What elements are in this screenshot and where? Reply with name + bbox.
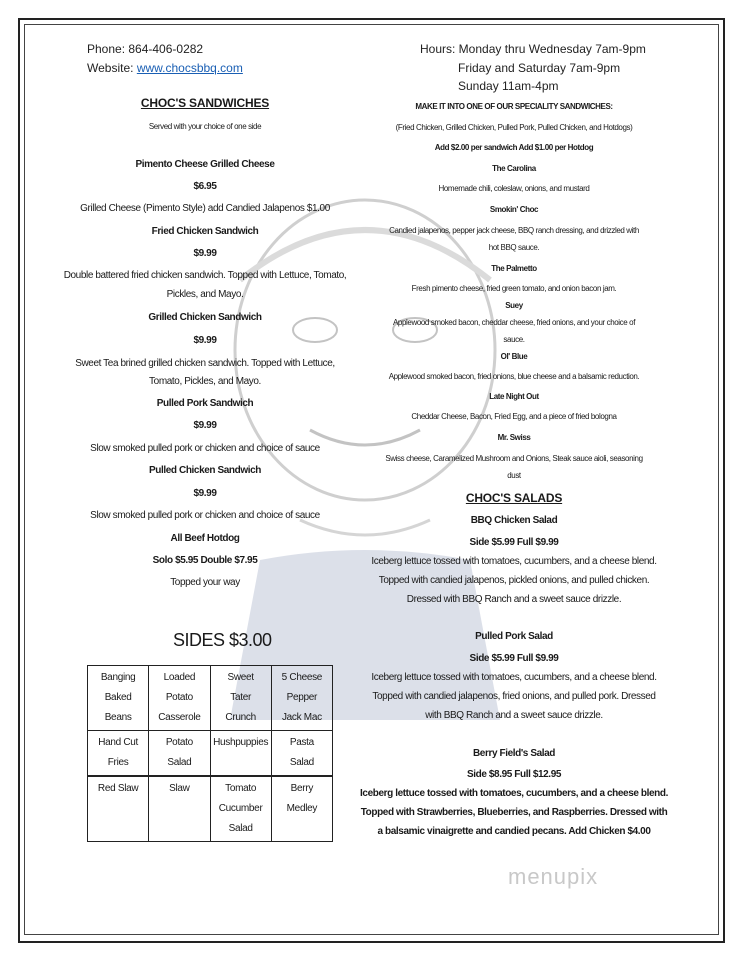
item-price: $9.99 (193, 335, 217, 346)
sandwiches-heading: CHOC'S SANDWICHES (140, 96, 270, 110)
item-desc: Topped with candied jalapenos, fried onions, and pulled pork. Dressed (372, 691, 656, 702)
item-name: Ol' Blue (500, 352, 528, 361)
item-desc: Swiss cheese, Caramelized Mushroom and Onions, Steak sauce aioli, seasoning (385, 454, 643, 463)
hours-line-3: Sunday 11am-4pm (458, 79, 559, 93)
item-name: Mr. Swiss (497, 433, 531, 442)
side-cell: Hand Cut Fries (88, 731, 149, 777)
table-row (88, 776, 333, 842)
item-desc: with BBQ Ranch and a sweet sauce drizzle. (425, 710, 603, 721)
item-name: Berry Field's Salad (472, 748, 556, 759)
item-desc: Fresh pimento cheese, fried green tomato, and onion bacon jam. (411, 284, 617, 293)
item-desc: Candied jalapenos, pepper jack cheese, BBQ ranch dressing, and drizzled with (389, 226, 639, 235)
website-link[interactable]: www.chocsbbq.com (136, 61, 243, 75)
item-desc: Slow smoked pulled pork or chicken and choice of sauce (90, 510, 320, 521)
item-desc: Topped your way (170, 577, 240, 588)
item-price: Side $8.95 Full $12.95 (466, 769, 562, 780)
item-name: Late Night Out (489, 392, 539, 401)
item-price: $9.99 (193, 420, 217, 431)
side-cell: Berry Medley (271, 776, 332, 842)
item-price: $9.99 (193, 488, 217, 499)
item-name: Pulled Chicken Sandwich (149, 465, 261, 476)
item-desc: a balsamic vinaigrette and candied pecans. Add Chicken $4.00 (377, 826, 651, 837)
table-row (88, 731, 333, 777)
item-name: Suey (505, 301, 523, 310)
item-name: Pulled Pork Salad (475, 631, 553, 642)
phone: Phone: 864-406-0282 (87, 42, 204, 56)
website-line (87, 61, 243, 75)
item-desc: Applewood smoked bacon, cheddar cheese, fried onions, and your choice of (392, 318, 636, 327)
sides-table (87, 665, 333, 842)
item-desc: Iceberg lettuce tossed with tomatoes, cucumbers, and a cheese blend. (371, 556, 657, 567)
hours-line-2: Friday and Saturday 7am-9pm (458, 61, 621, 75)
item-desc: Sweet Tea brined grilled chicken sandwich. Topped with Lettuce, (75, 358, 335, 369)
item-desc: Grilled Cheese (Pimento Style) add Candied Jalapenos $1.00 (80, 203, 330, 214)
item-desc: Iceberg lettuce tossed with tomatoes, cucumbers, and a cheese blend. (360, 788, 668, 799)
side-cell: Tomato Cucumber Salad (210, 776, 271, 842)
item-desc: Iceberg lettuce tossed with tomatoes, cucumbers, and a cheese blend. (371, 672, 657, 683)
item-desc: Topped with Strawberries, Blueberries, and Raspberries. Dressed with (360, 807, 668, 818)
item-name: Pimento Cheese Grilled Cheese (135, 159, 275, 170)
item-desc: Applewood smoked bacon, fried onions, blue cheese and a balsamic reduction. (388, 372, 640, 381)
side-cell: Slaw (149, 776, 210, 842)
sides-heading: SIDES $3.00 (173, 630, 272, 650)
item-name: All Beef Hotdog (170, 533, 240, 544)
side-cell: Loaded Potato Casserole (149, 666, 210, 731)
item-desc: Topped with candied jalapenos, pickled onions, and pulled chicken. (378, 575, 650, 586)
side-cell: Red Slaw (88, 776, 149, 842)
item-name: The Palmetto (491, 264, 537, 273)
specialty-heading: MAKE IT INTO ONE OF OUR SPECIALITY SANDWICHES: (415, 102, 613, 111)
item-desc: Dressed with BBQ Ranch and a sweet sauce drizzle. (406, 594, 622, 605)
item-price: Side $5.99 Full $9.99 (469, 537, 559, 548)
watermark: menupix (508, 864, 599, 889)
item-price: $9.99 (193, 248, 217, 259)
item-desc: Double battered fried chicken sandwich. Topped with Lettuce, Tomato, (63, 270, 347, 281)
item-desc: Cheddar Cheese, Bacon, Fried Egg, and a piece of fried bologna (411, 412, 617, 421)
item-name: Fried Chicken Sandwich (151, 226, 259, 237)
side-cell: Pasta Salad (271, 731, 332, 777)
side-cell: Sweet Tater Crunch (210, 666, 271, 731)
sandwiches-subtitle: Served with your choice of one side (148, 122, 262, 131)
table-row (88, 666, 333, 731)
item-name: Smokin' Choc (489, 205, 539, 214)
specialty-note: (Fried Chicken, Grilled Chicken, Pulled Pork, Pulled Chicken, and Hotdogs) (395, 123, 633, 132)
item-name: The Carolina (492, 164, 536, 173)
item-desc: Slow smoked pulled pork or chicken and choice of sauce (90, 443, 320, 454)
item-desc: dust (507, 471, 521, 480)
side-cell: 5 Cheese Pepper Jack Mac (271, 666, 332, 731)
side-cell: Hushpuppies (210, 731, 271, 777)
item-price: Side $5.99 Full $9.99 (469, 653, 559, 664)
item-name: Pulled Pork Sandwich (156, 398, 254, 409)
item-price: Solo $5.95 Double $7.95 (152, 555, 258, 566)
item-desc: Homemade chili, coleslaw, onions, and mustard (438, 184, 590, 193)
item-desc: Pickles, and Mayo. (166, 289, 244, 300)
item-name: Grilled Chicken Sandwich (148, 312, 262, 323)
website-label: Website: (87, 61, 137, 75)
side-cell: Banging Baked Beans (88, 666, 149, 731)
item-desc: hot BBQ sauce. (488, 243, 540, 252)
item-name: BBQ Chicken Salad (470, 515, 558, 526)
item-desc: Tomato, Pickles, and Mayo. (149, 376, 261, 387)
specialty-price: Add $2.00 per sandwich Add $1.00 per Hotdog (434, 143, 594, 152)
hours-line-1: Hours: Monday thru Wednesday 7am-9pm (420, 42, 646, 56)
item-price: $6.95 (193, 181, 217, 192)
item-desc: sauce. (503, 335, 525, 344)
salads-heading: CHOC'S SALADS (465, 491, 563, 505)
side-cell: Potato Salad (149, 731, 210, 777)
